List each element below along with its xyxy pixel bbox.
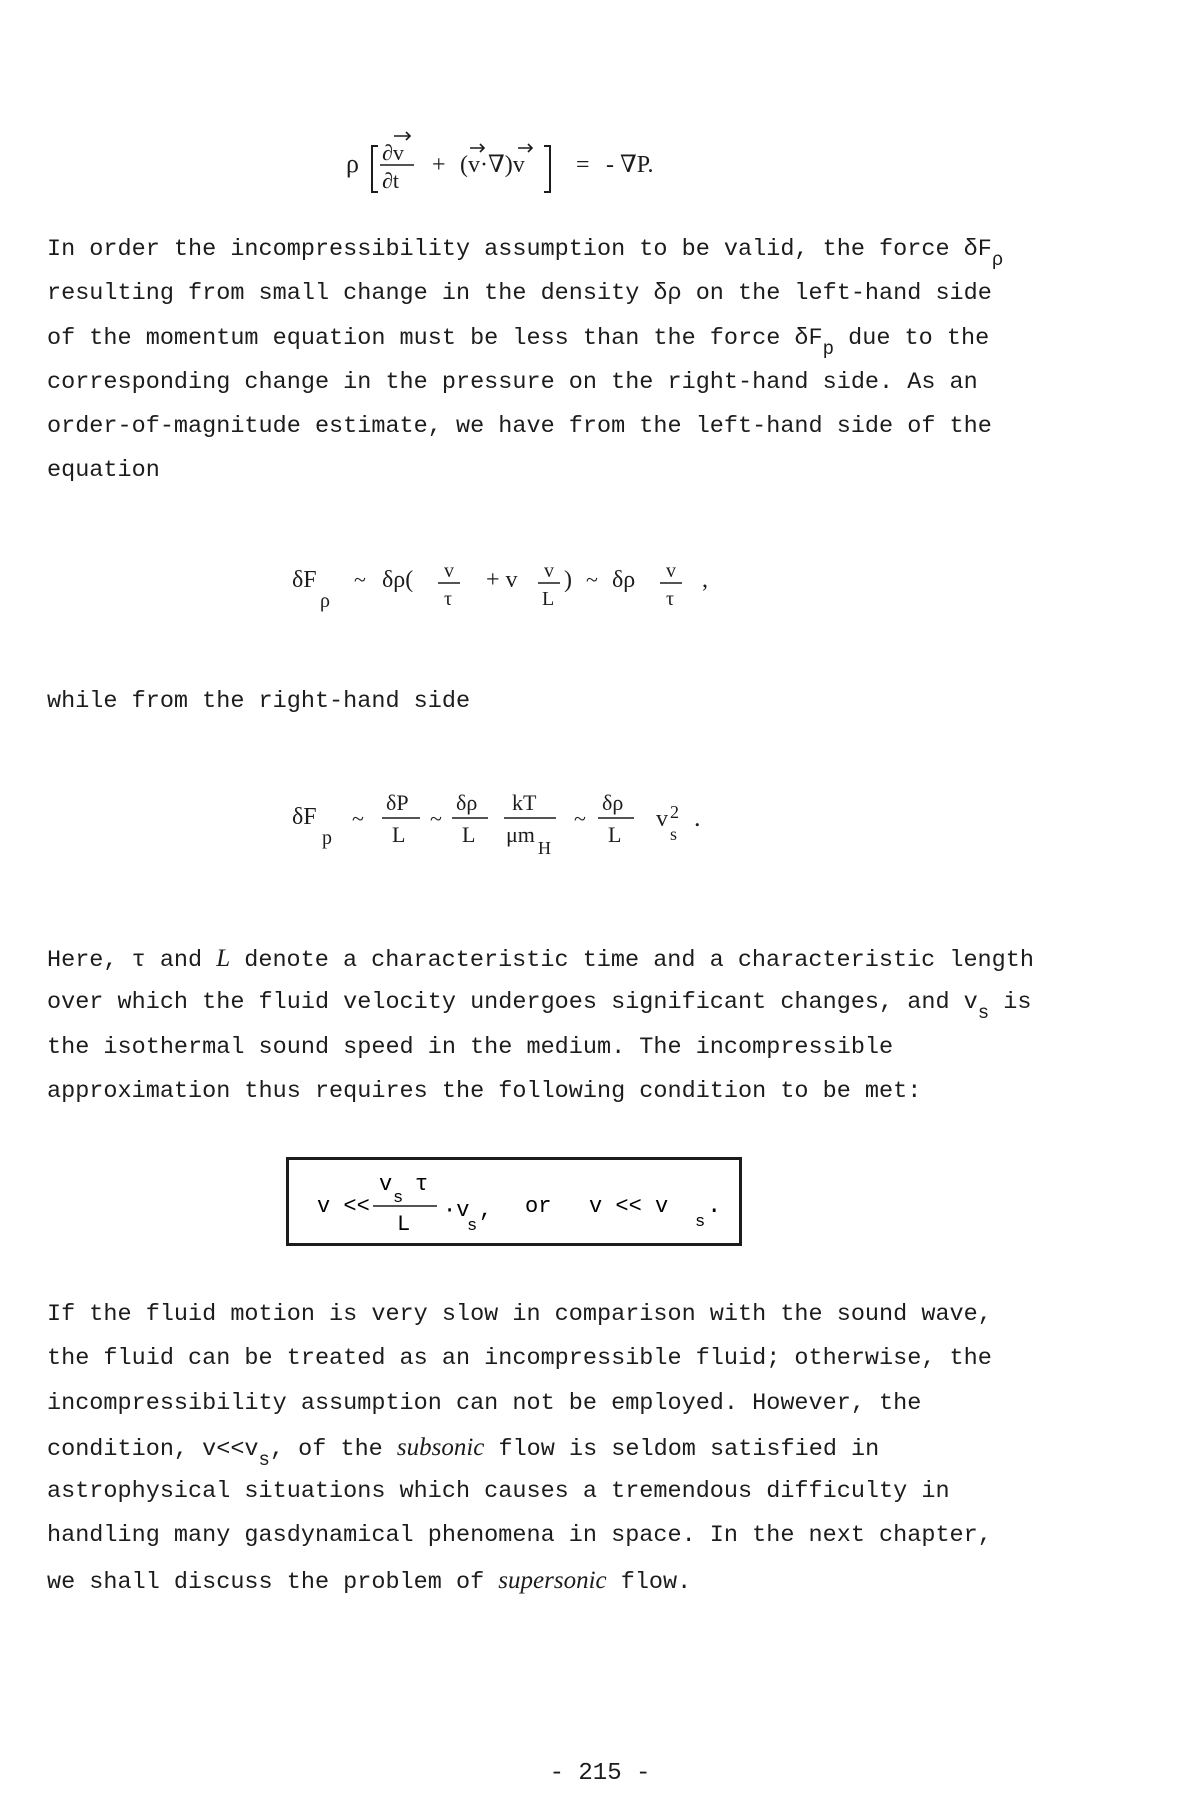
tilde: ~ xyxy=(430,806,442,831)
condition-rhs: v << v xyxy=(589,1194,669,1219)
period: . xyxy=(707,1193,722,1220)
denominator-l: L xyxy=(392,822,406,847)
numerator-v: v xyxy=(666,560,676,582)
text-line: the fluid can be treated as an incompressible fluid; otherwise, the xyxy=(47,1345,992,1373)
numerator-kt: kT xyxy=(512,790,537,815)
denominator-l: L xyxy=(542,588,555,610)
subscript-rho: ρ xyxy=(320,590,330,612)
text-line: of the momentum equation must be less than the force $\delta F_p$ due to the xyxy=(47,324,990,360)
subscript-s: s xyxy=(695,1213,706,1232)
subscript-s: s xyxy=(467,1217,478,1236)
delta-f-rho: δF xyxy=(292,567,317,593)
numerator-delta-rho: δρ xyxy=(602,790,624,815)
advection-term: (v·∇)v xyxy=(460,152,525,178)
tilde: ~ xyxy=(352,806,364,831)
denominator-mu-m: μm xyxy=(506,822,535,847)
right-estimate-svg xyxy=(290,782,750,872)
right-side-estimate xyxy=(290,782,750,872)
text-line: Here, τ and L denote a characteristic time and a characteristic length xyxy=(47,945,1034,974)
condition-svg xyxy=(289,1160,739,1243)
equals-sign: = xyxy=(576,152,590,178)
subscript-s: s xyxy=(670,824,678,844)
denominator-l: L xyxy=(608,822,622,847)
tilde: ~ xyxy=(574,806,586,831)
momentum-equation-svg xyxy=(330,110,730,193)
plus-sign: + xyxy=(432,152,446,178)
numerator-vs: v xyxy=(379,1172,393,1197)
denominator-l: L xyxy=(397,1212,411,1237)
paragraph-characteristic-scales xyxy=(47,937,1077,1114)
vector-arrow-icon xyxy=(470,144,484,152)
right-bracket xyxy=(544,146,550,192)
denominator-tau: τ xyxy=(666,588,675,610)
left-bracket xyxy=(372,146,378,192)
paragraph-right-side-intro xyxy=(47,680,1077,724)
numerator-tau: τ xyxy=(415,1172,429,1197)
numerator-delta-p: δP xyxy=(386,790,409,815)
text-line: approximation thus requires the following condition to be met: xyxy=(47,1077,922,1105)
period: . xyxy=(694,803,701,832)
left-side-estimate xyxy=(290,545,750,635)
paragraph-subsonic xyxy=(47,1293,1077,1603)
superscript-2: 2 xyxy=(670,802,679,822)
times-vs: ·v xyxy=(443,1198,470,1223)
text-line: astrophysical situations which causes a tremendous difficulty in xyxy=(47,1478,950,1506)
subscript-h: H xyxy=(538,838,551,858)
numerator-delta-rho: δρ xyxy=(456,790,478,815)
italic-subsonic: subsonic xyxy=(396,1433,485,1461)
comma: , xyxy=(479,1198,493,1223)
gradient-pressure: - ∇P. xyxy=(606,152,654,178)
partial-t: ∂t xyxy=(382,168,399,193)
numerator-v: v xyxy=(444,560,454,582)
subscript-p: p xyxy=(322,827,332,849)
page-number: - 215 - xyxy=(549,1760,651,1787)
delta-rho-open: δρ( xyxy=(382,567,414,593)
tilde: ~ xyxy=(354,567,366,592)
partial-v: ∂v xyxy=(382,140,404,165)
vector-arrow-icon xyxy=(394,132,410,140)
text-line: resulting from small change in the density δρ on the left-hand side xyxy=(47,280,992,308)
subscript-s: s xyxy=(393,1189,404,1208)
text-line: we shall discuss the problem of supersonic flow. xyxy=(47,1566,692,1596)
left-estimate-svg xyxy=(290,545,750,635)
text-line: equation xyxy=(47,457,160,485)
numerator-v: v xyxy=(544,560,554,582)
text-line: If the fluid motion is very slow in comparison with the sound wave, xyxy=(47,1301,992,1328)
text-line: the isothermal sound speed in the medium. The incompressible xyxy=(47,1033,894,1061)
text-line: incompressibility assumption can not be employed. However, the xyxy=(47,1389,922,1417)
comma: , xyxy=(702,567,708,593)
vector-arrow-icon xyxy=(518,144,532,152)
boxed-condition xyxy=(286,1157,742,1246)
delta-f-p: δF xyxy=(292,804,317,830)
denominator-tau: τ xyxy=(444,588,453,610)
plus-v: + v xyxy=(486,567,518,593)
text-line: condition, $v<<v_s$, of the subsonic flow is seldom satisfied in xyxy=(47,1433,880,1471)
delta-rho: δρ xyxy=(612,567,636,593)
or-word: or xyxy=(525,1194,552,1219)
momentum-equation xyxy=(330,110,730,193)
text-line: order-of-magnitude estimate, we have from the left-hand side of the xyxy=(47,413,992,441)
text-line: over which the fluid velocity undergoes significant changes, and $v_s$ is xyxy=(47,989,1032,1025)
text-line: corresponding change in the pressure on the right-hand side. As an xyxy=(47,368,978,396)
rho-symbol: ρ xyxy=(346,149,359,178)
denominator-l: L xyxy=(462,822,476,847)
tilde: ~ xyxy=(586,567,598,592)
text-line: In order the incompressibility assumption to be valid, the force $\delta F_\rho$ xyxy=(47,236,1004,271)
text-line: handling many gasdynamical phenomena in space. In the next chapter, xyxy=(47,1522,992,1550)
close-paren: ) xyxy=(564,567,572,593)
text-line: while from the right-hand side xyxy=(47,688,471,715)
sound-speed-v: v xyxy=(656,806,668,832)
condition-lhs: v << xyxy=(317,1194,370,1219)
paragraph-incompressibility xyxy=(47,228,1077,494)
italic-supersonic: supersonic xyxy=(498,1566,607,1594)
